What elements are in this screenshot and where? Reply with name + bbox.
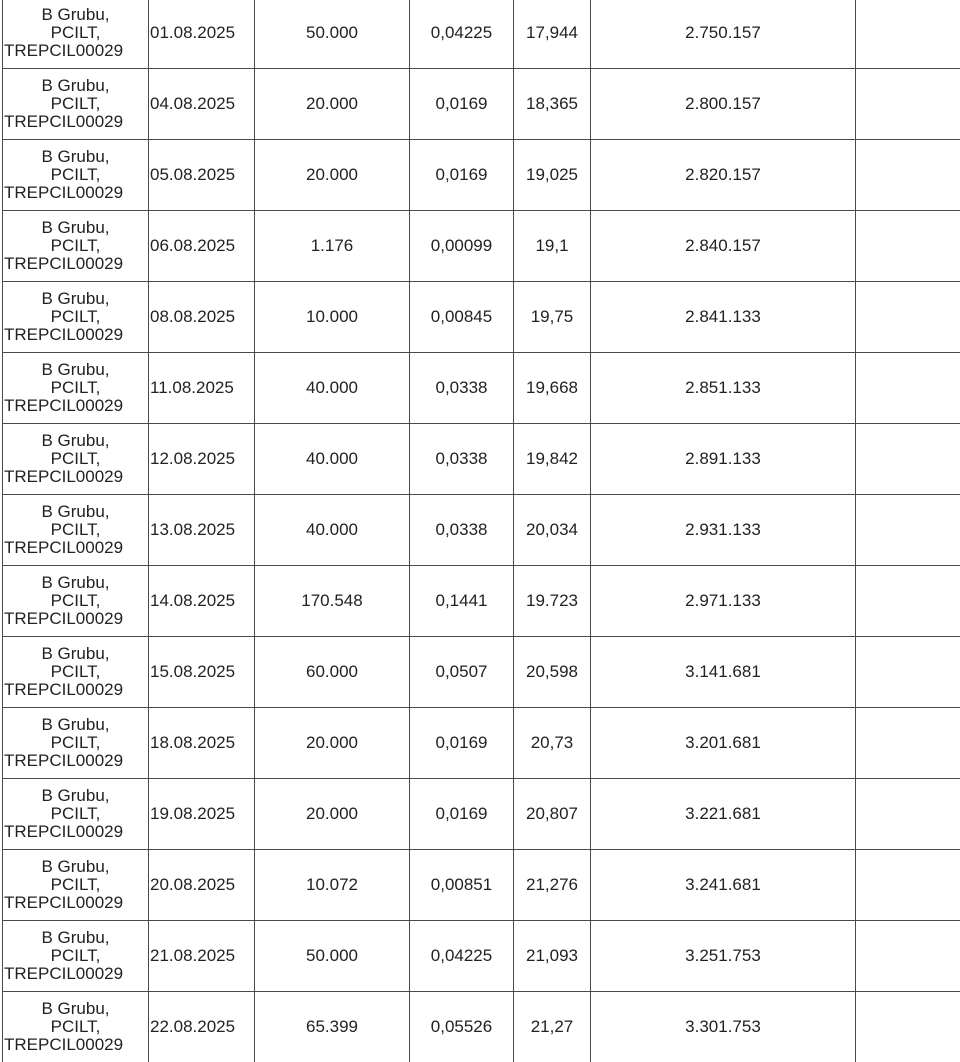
total-cell: 2.841.133: [591, 282, 856, 353]
ratio-cell: 0,00851: [410, 850, 514, 921]
ratio-cell: 0,0338: [410, 495, 514, 566]
ratio-cell: 0,0169: [410, 708, 514, 779]
date-cell: 08.08.2025: [149, 282, 255, 353]
table-row: [3, 0, 960, 69]
total-cell: 3.221.681: [591, 779, 856, 850]
date-cell: 18.08.2025: [149, 708, 255, 779]
ratio-cell: 0,0338: [410, 424, 514, 495]
group-line: TREPCIL00029: [4, 396, 124, 415]
quantity-cell: 40.000: [255, 495, 410, 566]
date-cell: 06.08.2025: [149, 211, 255, 282]
quantity-cell: 20.000: [255, 69, 410, 140]
group-line: B Grubu,: [41, 999, 110, 1018]
group-line: B Grubu,: [41, 289, 110, 308]
group-line: B Grubu,: [41, 431, 110, 450]
group-line: PCILT,: [50, 591, 101, 610]
group-line: B Grubu,: [41, 147, 110, 166]
quantity-cell: 1.176: [255, 211, 410, 282]
group-cell: [3, 637, 149, 708]
group-line: TREPCIL00029: [4, 1035, 124, 1054]
date-cell: 19.08.2025: [149, 779, 255, 850]
ratio-cell: 0,0169: [410, 69, 514, 140]
price-cell: 19,025: [514, 140, 591, 211]
table-row: [3, 353, 960, 424]
table-row: [3, 211, 960, 282]
group-line: B Grubu,: [41, 502, 110, 521]
quantity-cell: 50.000: [255, 921, 410, 992]
group-cell: [3, 495, 149, 566]
extra-cell: [856, 708, 960, 779]
price-cell: 21,276: [514, 850, 591, 921]
extra-cell: [856, 921, 960, 992]
total-cell: 3.141.681: [591, 637, 856, 708]
group-line: PCILT,: [50, 236, 101, 255]
quantity-cell: 20.000: [255, 708, 410, 779]
group-line: B Grubu,: [41, 928, 110, 947]
group-cell: [3, 779, 149, 850]
total-cell: 3.201.681: [591, 708, 856, 779]
table-row: [3, 637, 960, 708]
group-line: B Grubu,: [41, 715, 110, 734]
quantity-cell: 10.072: [255, 850, 410, 921]
table-row: [3, 850, 960, 921]
total-cell: 3.251.753: [591, 921, 856, 992]
total-cell: 2.891.133: [591, 424, 856, 495]
group-line: B Grubu,: [41, 644, 110, 663]
extra-cell: [856, 282, 960, 353]
date-cell: 13.08.2025: [149, 495, 255, 566]
price-cell: 19,75: [514, 282, 591, 353]
group-line: TREPCIL00029: [4, 680, 124, 699]
group-line: B Grubu,: [41, 573, 110, 592]
ratio-cell: 0,05526: [410, 992, 514, 1062]
table-row: [3, 69, 960, 140]
group-cell: [3, 0, 149, 69]
group-line: TREPCIL00029: [4, 538, 124, 557]
table-row: [3, 708, 960, 779]
group-line: TREPCIL00029: [4, 467, 124, 486]
extra-cell: [856, 353, 960, 424]
total-cell: 2.851.133: [591, 353, 856, 424]
group-line: B Grubu,: [41, 218, 110, 237]
date-cell: 21.08.2025: [149, 921, 255, 992]
ratio-cell: 0,1441: [410, 566, 514, 637]
ratio-cell: 0,00845: [410, 282, 514, 353]
table-row: [3, 140, 960, 211]
quantity-cell: 170.548: [255, 566, 410, 637]
extra-cell: [856, 850, 960, 921]
table-row: [3, 779, 960, 850]
group-line: B Grubu,: [41, 360, 110, 379]
date-cell: 15.08.2025: [149, 637, 255, 708]
table-row: [3, 566, 960, 637]
price-cell: 21,093: [514, 921, 591, 992]
extra-cell: [856, 637, 960, 708]
date-cell: 05.08.2025: [149, 140, 255, 211]
group-cell: [3, 566, 149, 637]
extra-cell: [856, 0, 960, 69]
group-line: TREPCIL00029: [4, 751, 124, 770]
group-line: PCILT,: [50, 307, 101, 326]
extra-cell: [856, 495, 960, 566]
total-cell: 2.800.157: [591, 69, 856, 140]
table-row: [3, 495, 960, 566]
group-line: PCILT,: [50, 662, 101, 681]
group-line: PCILT,: [50, 804, 101, 823]
price-cell: 19.723: [514, 566, 591, 637]
group-line: TREPCIL00029: [4, 822, 124, 841]
group-line: PCILT,: [50, 165, 101, 184]
date-cell: 04.08.2025: [149, 69, 255, 140]
quantity-cell: 10.000: [255, 282, 410, 353]
table-row: [3, 921, 960, 992]
date-cell: 14.08.2025: [149, 566, 255, 637]
group-line: PCILT,: [50, 946, 101, 965]
total-cell: 2.840.157: [591, 211, 856, 282]
total-cell: 2.971.133: [591, 566, 856, 637]
quantity-cell: 20.000: [255, 140, 410, 211]
group-cell: [3, 282, 149, 353]
group-cell: [3, 708, 149, 779]
date-cell: 20.08.2025: [149, 850, 255, 921]
price-cell: 19,1: [514, 211, 591, 282]
group-line: TREPCIL00029: [4, 964, 124, 983]
group-cell: [3, 424, 149, 495]
price-cell: 19,842: [514, 424, 591, 495]
group-line: TREPCIL00029: [4, 325, 124, 344]
total-cell: 3.241.681: [591, 850, 856, 921]
extra-cell: [856, 140, 960, 211]
price-cell: 20,807: [514, 779, 591, 850]
price-cell: 20,598: [514, 637, 591, 708]
group-line: PCILT,: [50, 23, 101, 42]
group-line: TREPCIL00029: [4, 254, 124, 273]
price-cell: 17,944: [514, 0, 591, 69]
date-cell: 01.08.2025: [149, 0, 255, 69]
group-cell: [3, 69, 149, 140]
price-cell: 21,27: [514, 992, 591, 1062]
extra-cell: [856, 424, 960, 495]
transactions-table: [2, 0, 960, 1062]
group-line: B Grubu,: [41, 5, 110, 24]
quantity-cell: 65.399: [255, 992, 410, 1062]
extra-cell: [856, 566, 960, 637]
transactions-table-body: [3, 0, 960, 1062]
ratio-cell: 0,00099: [410, 211, 514, 282]
date-cell: 11.08.2025: [149, 353, 255, 424]
group-line: TREPCIL00029: [4, 609, 124, 628]
ratio-cell: 0,0169: [410, 779, 514, 850]
price-cell: 19,668: [514, 353, 591, 424]
group-line: PCILT,: [50, 378, 101, 397]
price-cell: 20,034: [514, 495, 591, 566]
table-row: [3, 992, 960, 1062]
group-line: PCILT,: [50, 520, 101, 539]
quantity-cell: 60.000: [255, 637, 410, 708]
total-cell: 2.750.157: [591, 0, 856, 69]
extra-cell: [856, 69, 960, 140]
quantity-cell: 40.000: [255, 353, 410, 424]
extra-cell: [856, 779, 960, 850]
ratio-cell: 0,04225: [410, 0, 514, 69]
group-cell: [3, 850, 149, 921]
group-line: TREPCIL00029: [4, 112, 124, 131]
date-cell: 22.08.2025: [149, 992, 255, 1062]
ratio-cell: 0,0338: [410, 353, 514, 424]
extra-cell: [856, 211, 960, 282]
date-cell: 12.08.2025: [149, 424, 255, 495]
extra-cell: [856, 992, 960, 1062]
group-line: B Grubu,: [41, 857, 110, 876]
ratio-cell: 0,04225: [410, 921, 514, 992]
group-line: PCILT,: [50, 1017, 101, 1036]
group-line: PCILT,: [50, 875, 101, 894]
quantity-cell: 20.000: [255, 779, 410, 850]
table-row: [3, 282, 960, 353]
ratio-cell: 0,0507: [410, 637, 514, 708]
group-line: PCILT,: [50, 733, 101, 752]
quantity-cell: 50.000: [255, 0, 410, 69]
group-line: TREPCIL00029: [4, 893, 124, 912]
group-cell: [3, 353, 149, 424]
group-line: PCILT,: [50, 94, 101, 113]
total-cell: 2.931.133: [591, 495, 856, 566]
ratio-cell: 0,0169: [410, 140, 514, 211]
total-cell: 2.820.157: [591, 140, 856, 211]
group-cell: [3, 211, 149, 282]
total-cell: 3.301.753: [591, 992, 856, 1062]
group-line: TREPCIL00029: [4, 183, 124, 202]
group-cell: [3, 921, 149, 992]
group-line: TREPCIL00029: [4, 41, 124, 60]
group-line: PCILT,: [50, 449, 101, 468]
quantity-cell: 40.000: [255, 424, 410, 495]
table-row: [3, 424, 960, 495]
group-cell: [3, 992, 149, 1062]
group-line: B Grubu,: [41, 786, 110, 805]
price-cell: 18,365: [514, 69, 591, 140]
group-line: B Grubu,: [41, 76, 110, 95]
group-cell: [3, 140, 149, 211]
price-cell: 20,73: [514, 708, 591, 779]
